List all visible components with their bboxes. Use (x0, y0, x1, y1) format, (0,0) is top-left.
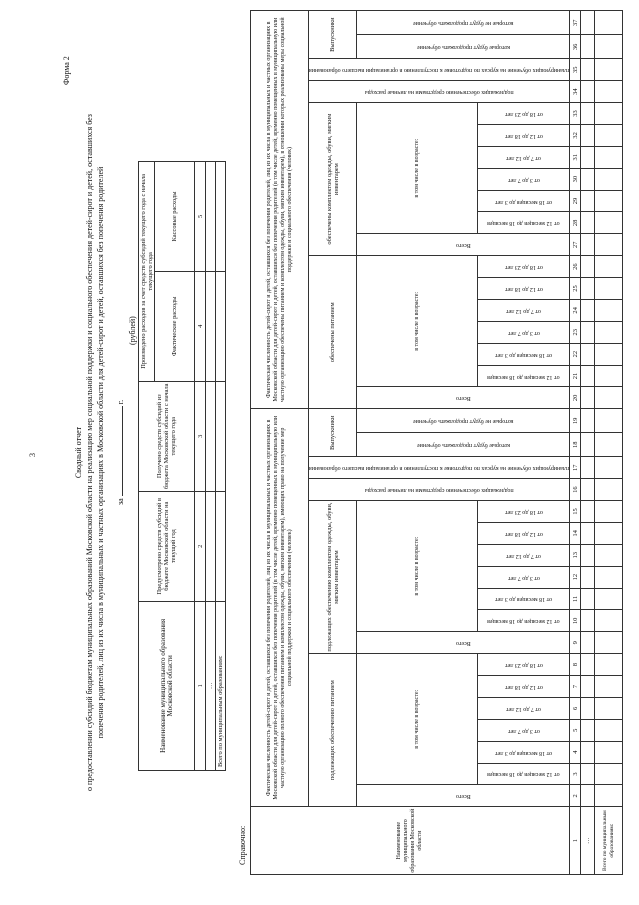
t2-col-number-31: 31 (570, 146, 581, 168)
t2-col-number-33: 33 (570, 103, 581, 125)
age-header-g2-a6: от 18 до 23 лет (504, 508, 543, 515)
t2-col-number-6: 6 (570, 697, 581, 719)
age-header-g1-a5: от 12 до 18 лет (504, 683, 543, 690)
age-header-g2-a5: от 12 до 18 лет (504, 530, 543, 537)
t2-food-2: обеспечены питанием (309, 256, 357, 409)
t1-num-3: 3 (195, 381, 206, 491)
age-header-g4-a3: от 3 до 7 лет (507, 176, 540, 183)
t2-grad-cont-1: которые будут продолжать обучение (416, 442, 510, 449)
age-header-g3-a1: от 12 месяцев до 18 месяцев (487, 373, 560, 380)
t1-num-4: 4 (195, 271, 206, 381)
age-header-g1-a2: от 18 месяцев до 3 лет (495, 749, 553, 756)
t1-header-mo: Наименование муниципального образования Московской области (139, 601, 195, 770)
t2-col-number-8: 8 (570, 654, 581, 676)
t2-col-number-37: 37 (570, 11, 581, 35)
t2-col-number-26: 26 (570, 256, 581, 278)
t1-row-total: Всего по муниципальным образованиям: (216, 601, 226, 770)
t2-group-2: Фактическая численность детей-сирот и детей, оставшихся без попечения родителей, лиц из их числа в муниципальных и частных организациях в Московской области для детей-сирот и детей, оставшихся без попечения родителей (в том числе детей, временно помещенных в муниципальную или частную организацию обеспечены питанием и комплектом одежды, обуви, мягким инвентарем), в отношении которых реализованы меры социальной поддержки и социального обеспечения (человек) (251, 11, 309, 409)
t2-grad-notcont-1: которые не будут продолжать обучение (412, 418, 514, 425)
t2-clothes-1: подлежащих обеспечению комплектом одежды, обуви, мягким инвентарем (309, 501, 357, 654)
t1-num-2: 2 (195, 491, 206, 601)
t2-col-number-13: 13 (570, 544, 581, 566)
t2-col-number-21: 21 (570, 365, 581, 387)
reference-label: Справочно: (238, 825, 247, 865)
age-header-g1-a1: от 12 месяцев до 18 месяцев (487, 771, 560, 778)
t2-col-number-28: 28 (570, 212, 581, 234)
t2-col-number-24: 24 (570, 299, 581, 321)
age-header-g4-a6: от 18 до 23 лет (504, 111, 543, 118)
t2-col-number-36: 36 (570, 35, 581, 59)
t2-col-number-23: 23 (570, 321, 581, 343)
t2-col-number-16: 16 (570, 479, 581, 501)
age-header-g3-a2: от 18 месяцев до 3 лет (495, 351, 553, 358)
t1-header-spent: Произведено расходов за счет средств субсидий текущего года с начала текущего года (139, 162, 155, 382)
t2-total-clothes-2: Всего (455, 242, 471, 249)
age-header-g4-a4: от 7 до 12 лет (506, 154, 542, 161)
t1-header-actual: Фактические расходы (155, 271, 195, 381)
t2-age-clothes-1: в том числе в возрасте: (357, 501, 478, 632)
t2-col-number-4: 4 (570, 741, 581, 763)
t2-total-food-1: Всего (455, 793, 471, 800)
t2-col-number-12: 12 (570, 566, 581, 588)
t2-col-number-7: 7 (570, 676, 581, 698)
t2-col-number-15: 15 (570, 501, 581, 523)
age-header-g4-a1: от 12 месяцев до 18 месяцев (487, 220, 560, 227)
age-header-g2-a1: от 12 месяцев до 18 месяцев (487, 618, 560, 625)
t2-col-number-5: 5 (570, 719, 581, 741)
period-suffix: г. (116, 399, 125, 405)
t2-total-food-2: Всего (455, 395, 471, 402)
age-header-g1-a4: от 7 до 12 лет (506, 705, 542, 712)
t2-col-number-19: 19 (570, 409, 581, 433)
t1-header-planned: Предусмотрено средств субсидий в бюджете Московской области на текущий год (139, 491, 195, 601)
t2-row-ellipsis: … (581, 807, 595, 875)
t2-col-number-29: 29 (570, 190, 581, 212)
t2-header-mo: Наименование муниципального образования Московской области (251, 807, 570, 875)
t2-col-number-30: 30 (570, 168, 581, 190)
t1-row-ellipsis: … (206, 601, 216, 770)
t2-courses-2: планирующих обучение на курсах по подготовке к поступлению в организации высшего образования (309, 67, 570, 74)
t2-age-clothes-2: в том числе в возрасте: (357, 103, 478, 234)
t2-col-number-3: 3 (570, 763, 581, 785)
t2-col-number-18: 18 (570, 433, 581, 457)
t2-col-number-1: 1 (570, 807, 581, 875)
t2-col-number-11: 11 (570, 588, 581, 610)
form-label: Форма 2 (62, 56, 71, 85)
t2-col-number-9: 9 (570, 632, 581, 654)
t2-col-number-27: 27 (570, 234, 581, 256)
t2-age-food-2: в том числе в возрасте: (357, 256, 478, 387)
age-header-g1-a6: от 18 до 23 лет (504, 662, 543, 669)
currency-note: (рублей) (128, 316, 137, 345)
t2-clothes-2: обеспечены комплектом одежды, обуви, мягким инвентарем (309, 103, 357, 256)
t2-pocket-1: подлежащих обеспечению средствами на личные расходы (364, 487, 514, 494)
age-header-g4-a5: от 12 до 18 лет (504, 132, 543, 139)
t1-header-cash: Кассовые расходы (155, 162, 195, 272)
age-header-g2-a2: от 18 месяцев до 3 лет (495, 596, 553, 603)
page-number: 3 (28, 453, 37, 457)
age-header-g2-a4: от 7 до 12 лет (506, 552, 542, 559)
t2-col-number-2: 2 (570, 785, 581, 807)
t2-col-number-20: 20 (570, 387, 581, 409)
t2-age-food-1: в том числе в возрасте: (357, 654, 478, 785)
t2-total-clothes-1: Всего (455, 640, 471, 647)
age-header-g3-a3: от 3 до 7 лет (507, 329, 540, 336)
age-header-g3-a6: от 18 до 23 лет (504, 264, 543, 271)
t2-col-number-25: 25 (570, 278, 581, 300)
t1-num-5: 5 (195, 162, 206, 272)
period-line (116, 400, 125, 505)
t2-grads-1: Выпускники (309, 409, 357, 457)
period-prefix: за (116, 498, 125, 505)
t1-header-received: Получено средств субсидий из бюджета Московской области с начала текущего года (139, 381, 195, 491)
t2-group-1: Фактическая численность детей-сирот и детей, оставшихся без попечения родителей, лиц из их числа в муниципальных и частных организациях в Московской области для детей-сирот и детей, оставшихся без попечения родителей (в том числе детей, временно помещенных в муниципальную или частную организацию полного обеспечения питанием и комплектом одежды, обуви, мягким инвентарем), имеющих право на получение мер социальной поддержки и социального обеспечения (человек) (251, 409, 309, 807)
summary-table (138, 161, 226, 771)
t2-col-number-10: 10 (570, 610, 581, 632)
t1-num-1: 1 (195, 601, 206, 770)
t2-col-number-17: 17 (570, 457, 581, 479)
t2-grads-2: Выпускники (309, 11, 357, 59)
age-header-g1-a3: от 3 до 7 лет (507, 727, 540, 734)
age-header-g4-a2: от 18 месяцев до 3 лет (495, 198, 553, 205)
reference-table (250, 10, 623, 875)
t2-col-number-22: 22 (570, 343, 581, 365)
t2-col-number-32: 32 (570, 124, 581, 146)
t2-courses-1: планирующих обучение на курсах по подготовке к поступлению в организации высшего образования (309, 465, 570, 472)
t2-grad-notcont-2: которые не будут продолжать обучение (412, 20, 514, 27)
t2-col-number-34: 34 (570, 81, 581, 103)
t2-food-1: подлежащих обеспечению питанием (309, 654, 357, 807)
t2-col-number-35: 35 (570, 59, 581, 81)
age-header-g3-a5: от 12 до 18 лет (504, 286, 543, 293)
t2-row-total: Всего по муниципальным образованиям: (595, 807, 623, 875)
age-header-g3-a4: от 7 до 12 лет (506, 307, 542, 314)
t2-pocket-2: подлежащих обеспечению средствами на личные расходы (364, 89, 514, 96)
report-title: Сводный отчет (74, 426, 83, 479)
report-subtitle-1: о предоставлении субсидий бюджетам муниципальных образований Московской области на реализацию мер социальной поддержки и социального обеспечения детей-сирот и детей, оставшихся без (85, 114, 94, 791)
t2-grad-cont-2: которые будут продолжать обучение (416, 44, 510, 51)
age-header-g2-a3: от 3 до 7 лет (507, 574, 540, 581)
t2-col-number-14: 14 (570, 522, 581, 544)
report-subtitle-2: попечения родителей, лиц из их числа в муниципальных и частных организациях в Московской области для детей-сирот и детей, оставшихся без попечения родителей (96, 166, 105, 739)
